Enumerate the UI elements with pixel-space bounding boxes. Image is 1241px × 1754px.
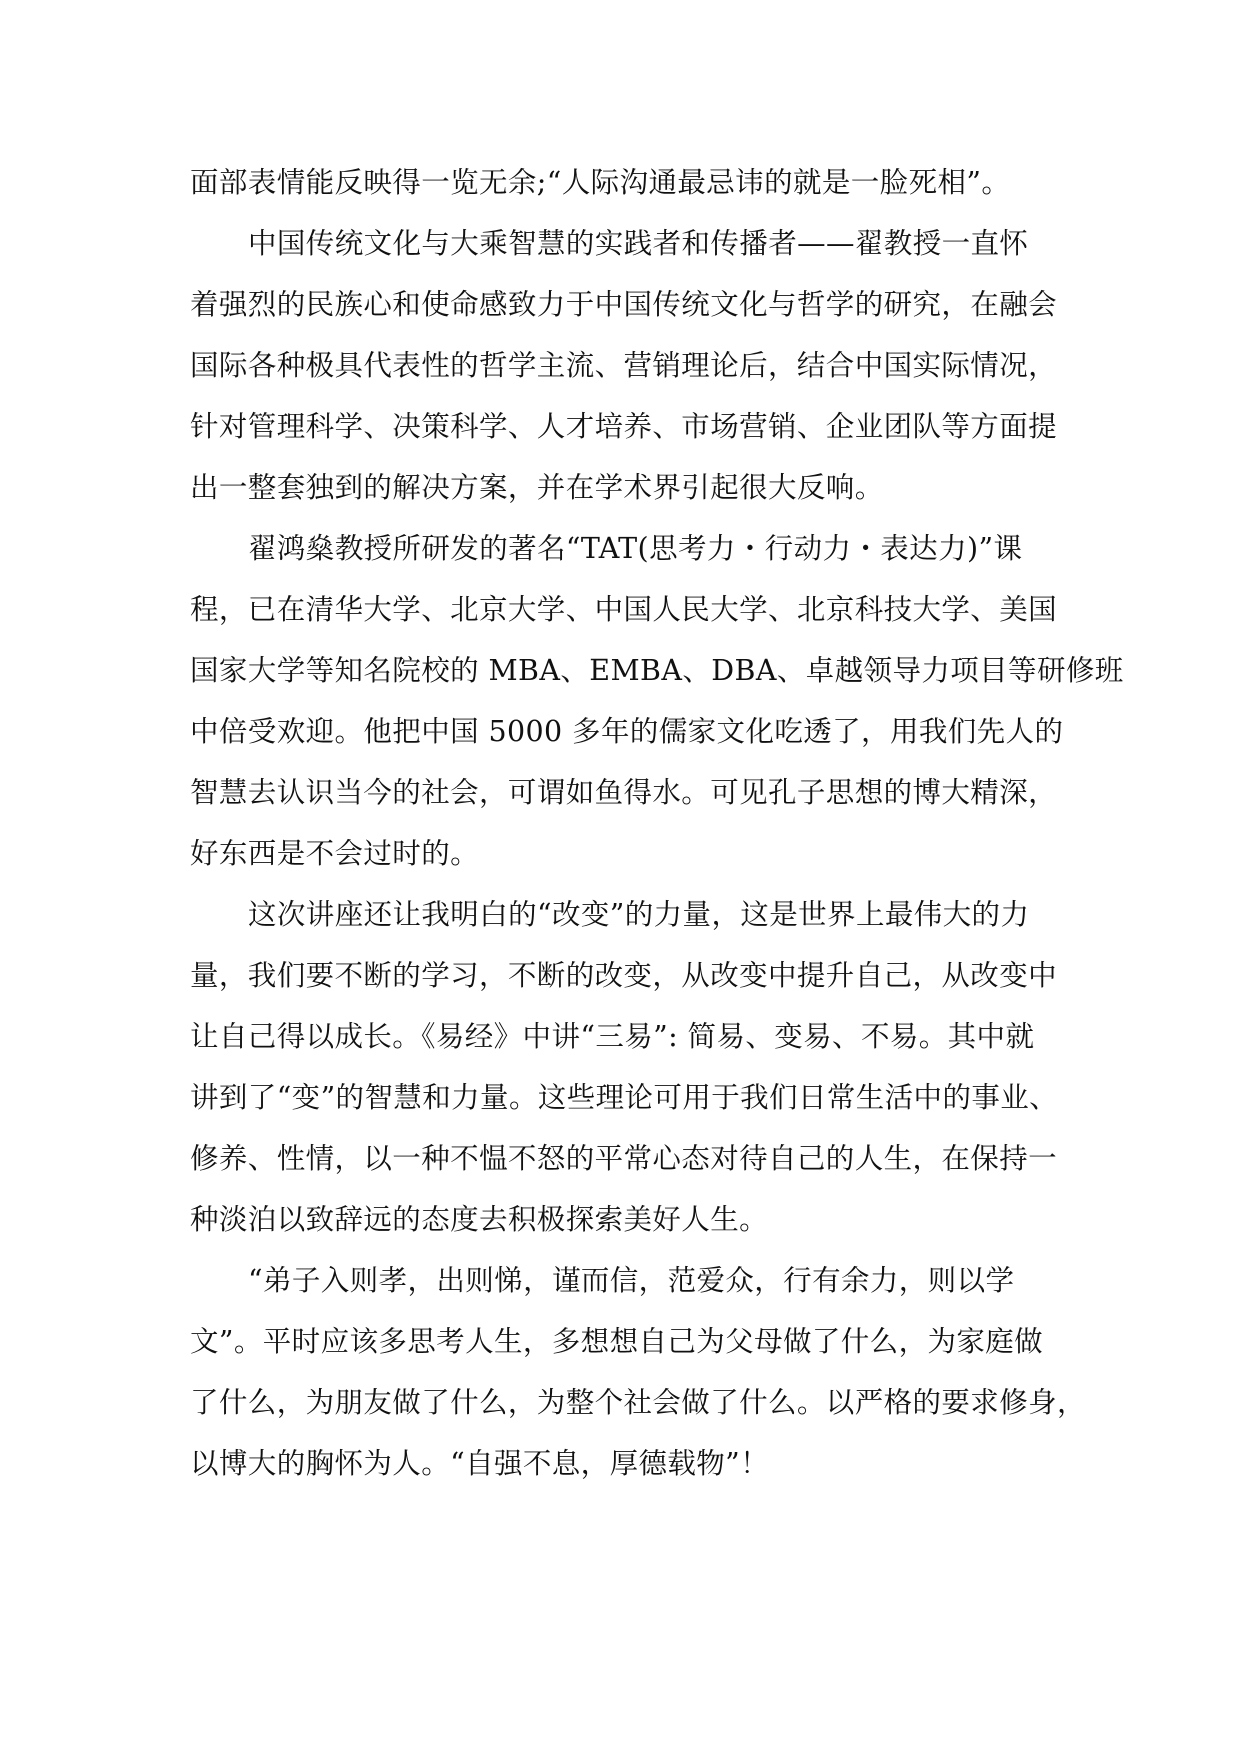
text-line: 文”。平时应该多思考人生，多想想自己为父母做了什么，为家庭做 — [190, 1325, 1044, 1358]
paragraph-2 — [190, 213, 1070, 518]
text-line: 这次讲座还让我明白的“改变”的力量，这是世界上最伟大的力 — [248, 898, 1030, 931]
text-line: 好东西是不会过时的。 — [190, 837, 480, 870]
text-line: 修养、性情，以一种不愠不怒的平常心态对待自己的人生，在保持一 — [190, 1142, 1058, 1175]
text-line: 讲到了“变”的智慧和力量。这些理论可用于我们日常生活中的事业、 — [190, 1081, 1059, 1114]
text-line: 国际各种极具代表性的哲学主流、营销理论后，结合中国实际情况， — [190, 349, 1058, 382]
text-line: 面部表情能反映得一览无余;“人际沟通最忌讳的就是一脸死相”。 — [190, 166, 1011, 199]
text-line: 针对管理科学、决策科学、人才培养、市场营销、企业团队等方面提 — [190, 410, 1058, 443]
paragraph-5 — [190, 1250, 1086, 1494]
text-line: 了什么，为朋友做了什么，为整个社会做了什么。以严格的要求修身， — [190, 1386, 1086, 1419]
text-line: 程，已在清华大学、北京大学、中国人民大学、北京科技大学、美国 — [190, 593, 1058, 626]
text-line: 量，我们要不断的学习，不断的改变，从改变中提升自己，从改变中 — [190, 959, 1058, 992]
text-line: 着强烈的民族心和使命感致力于中国传统文化与哲学的研究，在融会 — [190, 288, 1058, 321]
text-line: 翟鸿燊教授所研发的著名“TAT(思考力・行动力・表达力)”课 — [248, 532, 1023, 565]
text-line: 智慧去认识当今的社会，可谓如鱼得水。可见孔子思想的博大精深， — [190, 776, 1058, 809]
text-line: 出一整套独到的解决方案，并在学术界引起很大反响。 — [190, 471, 884, 504]
text-line: 中国传统文化与大乘智慧的实践者和传播者——翟教授一直怀 — [248, 227, 1029, 260]
text-line: “弟子入则孝，出则悌，谨而信，范爱众，行有余力，则以学 — [248, 1264, 1015, 1297]
paragraph-1 — [190, 152, 1070, 213]
paragraph-3 — [190, 518, 1124, 884]
text-line: 国家大学等知名院校的 MBA、EMBA、DBA、卓越领导力项目等研修班 — [190, 654, 1124, 687]
paragraph-4 — [190, 884, 1070, 1250]
text-line: 种淡泊以致辞远的态度去积极探索美好人生。 — [190, 1203, 769, 1236]
text-line: 让自己得以成长。《易经》中讲“三易”: 简易、变易、不易。其中就 — [190, 1020, 1035, 1053]
text-line: 以博大的胸怀为人。“自强不息，厚德载物”！ — [190, 1447, 770, 1480]
document-body — [190, 152, 1124, 1494]
text-line: 中倍受欢迎。他把中国 5000 多年的儒家文化吃透了，用我们先人的 — [190, 715, 1064, 748]
